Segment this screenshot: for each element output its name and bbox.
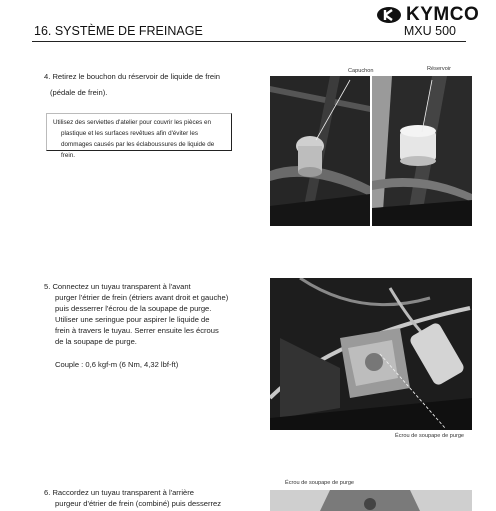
kymco-logo [376, 4, 479, 26]
photo-caliper-bleed [270, 278, 472, 430]
note-line-3: dommages causés par les éclaboussures de liquide de frein. [61, 141, 215, 159]
photo-rear-caliper [270, 490, 472, 511]
step-5-line-1: 5. Connectez un tuyau transparent à l'avant [44, 282, 191, 291]
header-divider [32, 41, 466, 42]
step-5-line-2: purger l'étrier de frein (étriers avant droit et gauche) [55, 293, 229, 302]
note-line-1: Utilisez des serviettes d'atelier pour couvrir les pièces en [53, 119, 211, 126]
torque-spec: Couple : 0,6 kgf-m (6 Nm, 4,32 lbf-ft) [55, 360, 179, 369]
photo-reservoir [372, 76, 472, 226]
step-4-line-1: 4. Retirez le bouchon du réservoir de liquide de frein [44, 72, 221, 81]
step-5-line-3: puis desserrer l'écrou de la soupape de purge. [55, 304, 212, 313]
step-5-line-4: Utiliser une seringue pour aspirer le liquide de [55, 315, 210, 324]
step-6-line-2: purgeur d'étrier de frein (combiné) puis desserrez [55, 499, 222, 508]
caption-bleed-nut-front: Écrou de soupape de purge [395, 433, 465, 439]
note-line-2: plastique et les surfaces revêtues afin d'éviter les [61, 130, 199, 137]
step-5-line-5: frein à travers le tuyau. Serrer ensuite les écrous [55, 326, 219, 335]
caption-bleed-nut-rear: Écrou de soupape de purge [285, 480, 355, 486]
caption-cap: Capuchon [348, 68, 374, 74]
step-5-line-6: de la soupape de purge. [55, 337, 137, 346]
section-title: 16. SYSTÈME DE FREINAGE [34, 24, 203, 38]
step-6-line-1: 6. Raccordez un tuyau transparent à l'arrière [44, 488, 195, 497]
brand-name: KYMCO [406, 4, 480, 25]
step-4-line-2: (pédale de frein). [50, 88, 108, 97]
model-name: MXU 500 [403, 24, 456, 38]
caption-reservoir: Réservoir [427, 66, 451, 72]
kymco-emblem-icon [376, 6, 402, 24]
caution-note-box [46, 113, 232, 159]
photo-cap [270, 76, 370, 226]
